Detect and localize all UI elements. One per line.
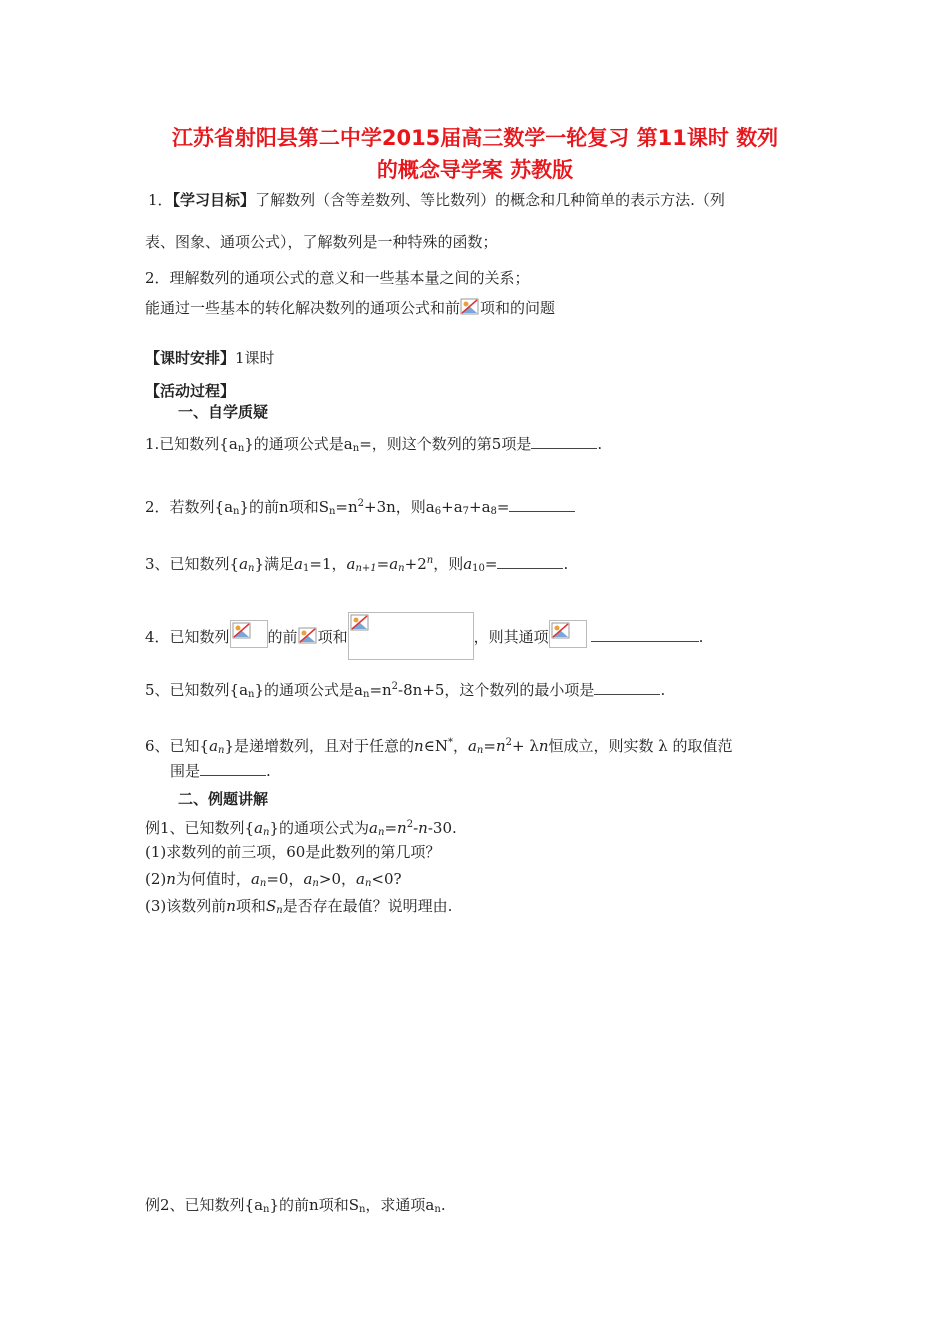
answer-blank	[591, 627, 699, 642]
page-title-line1: 江苏省射阳县第二中学2015届高三数学一轮复习 第11课时 数列	[171, 126, 779, 150]
question-6-line-1: 6、已知$\{a_n\}$是递增数列，且对于任意的n∈N*，$a_n=n^2+ \lambda n$恒成立，则实数 λ 的取值范	[145, 737, 733, 756]
goal-text-1: 了解数列（含等差数列、等比数列）的概念和几种简单的表示方法.（列	[255, 191, 725, 209]
formula-image-box	[549, 620, 587, 648]
example-1-part-3: (3)该数列前n项和$S_n$是否存在最值？说明理由.	[145, 897, 453, 916]
goal-label: 【学习目标】	[172, 191, 256, 209]
goal-line-1	[148, 190, 725, 210]
section-heading-1: 一、自学质疑	[178, 403, 269, 421]
goal-item-3-text-a: 能通过一些基本的转化解决数列的通项公式和前	[145, 299, 461, 317]
example-1: 例1、已知数列$\{a_n\}$的通项公式为$a_n=n^2-n-30$.	[145, 819, 457, 838]
broken-image-icon	[460, 298, 480, 316]
question-5: 5、已知数列$\{a_n\}$的通项公式是$a_n=n^2-8n+5$，这个数列的最小项是 .	[145, 681, 666, 700]
schedule	[145, 348, 275, 368]
answer-blank	[594, 680, 660, 695]
goal-item-3-text-b: 项和的问题	[480, 299, 556, 317]
example-1-part-2: (2)n为何值时，$a_n=0$，$a_n>0$，$a_n<0$?	[145, 870, 402, 889]
process-label: 【活动过程】	[145, 382, 236, 400]
answer-blank	[497, 554, 563, 569]
goal-number: 1．	[148, 191, 173, 209]
answer-blank	[531, 434, 597, 449]
page-title-line2: 的概念导学案 苏教版	[376, 158, 574, 182]
goal-line-2: 表、图象、通项公式），了解数列是一种特殊的函数；	[145, 233, 498, 251]
goal-item-3	[145, 298, 555, 318]
broken-image-icon	[350, 614, 370, 632]
broken-image-icon	[232, 622, 252, 640]
example-1-part-1: (1)求数列的前三项，60是此数列的第几项？	[145, 843, 441, 861]
broken-image-icon	[551, 622, 571, 640]
question-2: 2．若数列$\{a_n\}$的前n项和$S_n=n^2+3n$，则$a_6+a_7+a_8=$	[145, 494, 575, 522]
formula-image-box	[348, 612, 474, 660]
answer-blank	[509, 497, 575, 512]
section-heading-2: 二、例题讲解	[178, 790, 269, 808]
answer-blank	[200, 761, 266, 776]
formula-image-box	[230, 620, 268, 648]
broken-image-icon	[298, 627, 318, 645]
schedule-text: 1课时	[235, 349, 275, 367]
question-4: 4．已知数列 的前 项和 ，则其通项 .	[145, 612, 703, 660]
goal-item-2: 2．理解数列的通项公式的意义和一些基本量之间的关系；	[145, 269, 530, 287]
question-6-line-2: 围是 .	[170, 762, 271, 780]
example-2: 例2、已知数列$\{a_n\}$的前n项和$S_n$，求通项$a_n$.	[145, 1196, 446, 1215]
question-3: 3、已知数列$\{a_n\}$满足$a_1=1$，$a_{n+1}=a_n+2^n$，则$a_{10}=$ .	[145, 555, 569, 574]
question-1: 1.已知数列$\{a_n\}$的通项公式是$a_n=$，则这个数列的第5项是 .	[145, 435, 603, 454]
schedule-label: 【课时安排】	[145, 349, 236, 367]
